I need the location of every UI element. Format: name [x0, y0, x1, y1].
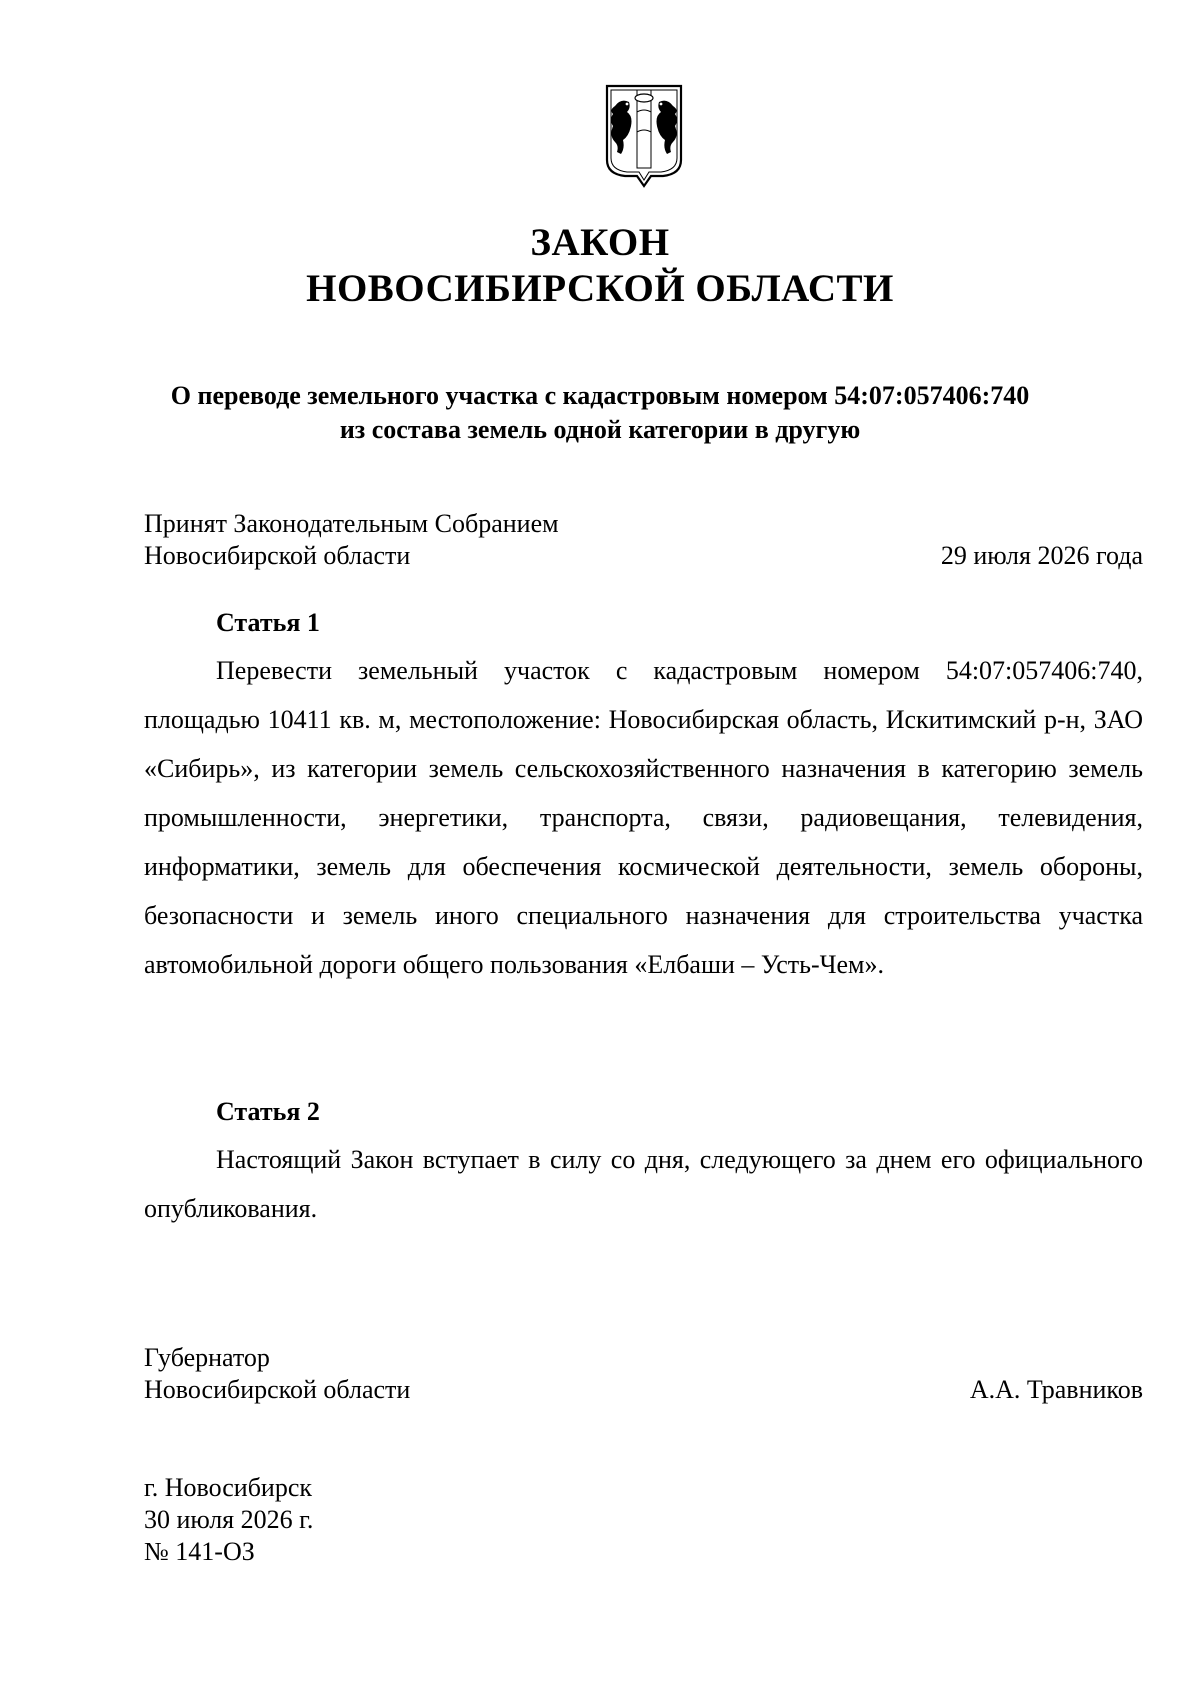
law-subject [0, 379, 1200, 447]
subject-line1: О переводе земельного участка с кадастровым номером 54:07:057406:740 [170, 381, 1030, 410]
article2-heading: Статья 2 [216, 1097, 320, 1126]
signature-name: А.А. Травников [969, 1375, 1143, 1404]
law-title-line2: НОВОСИБИРСКОЙ ОБЛАСТИ [306, 267, 894, 310]
adoption-line1: Принят Законодательным Собранием [144, 509, 559, 538]
signature-title-line1: Губернатор [144, 1343, 270, 1372]
article1-text: Перевести земельный участок с кадастровым номером 54:07:057406:740, площадью 10411 кв. м, местоположение: Новосибирская область, Искитимский р-н, ЗАО «Сибирь», из категории земель сельскохозяйственного назначения в категорию земель промышленности, энергетики, транспорта, связи, радиовещания, телевидения, информатики, земель для обеспечения космической деятельности, земель обороны, безопасности и земель иного специального назначения для строительства участка автомобильной дороги общего пользования «Елбаши – Усть-Чем». [144, 656, 1143, 979]
law-title-line1: ЗАКОН [530, 221, 670, 264]
adoption-date: 29 июля 2026 года [940, 541, 1143, 570]
footer-date: 30 июля 2026 г. [144, 1505, 314, 1534]
adoption-line2: Новосибирской области [144, 541, 411, 570]
signature-title-line2: Новосибирской области [144, 1375, 411, 1404]
coat-of-arms-emblem [603, 82, 685, 188]
article1-heading: Статья 1 [216, 608, 320, 637]
article2-text: Настоящий Закон вступает в силу со дня, следующего за днем его официального опубликования. [144, 1145, 1143, 1223]
subject-line2: из состава земель одной категории в другую [339, 415, 861, 444]
footer-city: г. Новосибирск [144, 1473, 313, 1502]
footer-number: № 141-ОЗ [144, 1537, 255, 1566]
